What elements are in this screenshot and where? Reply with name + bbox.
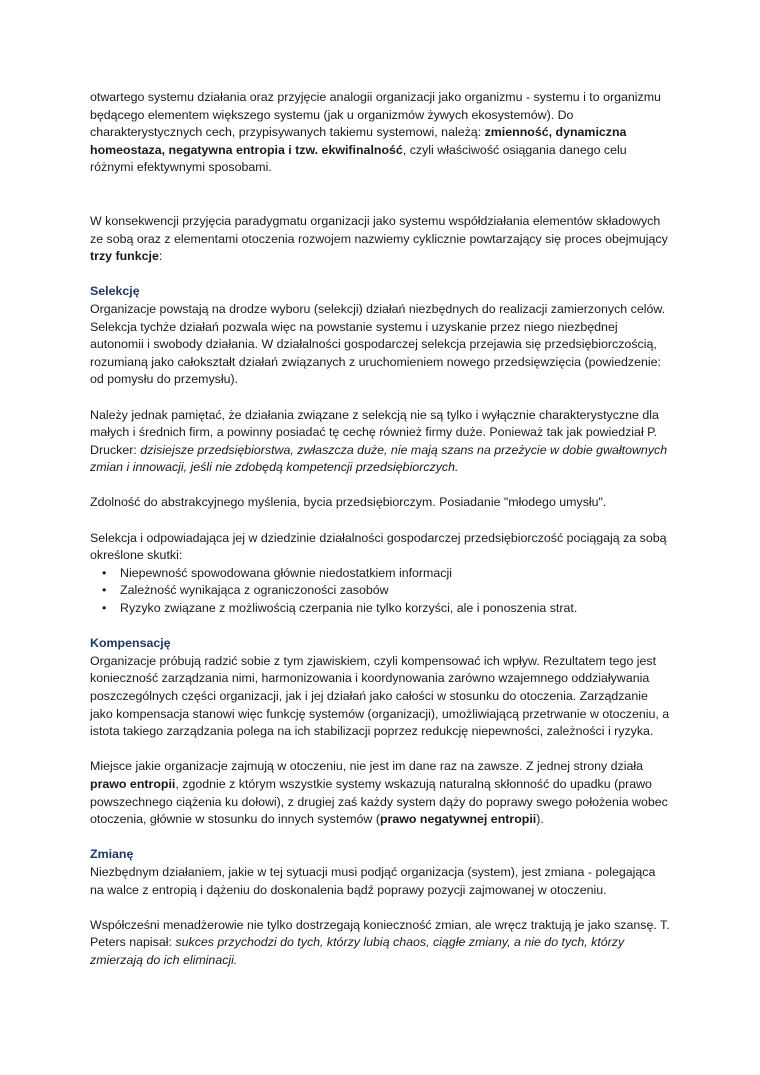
bullet-icon: • [102, 601, 107, 616]
zmiana-paragraph-1: Niezbędnym działaniem, jakie w tej sytuacji musi podjąć organizacja (system), jest zmiana - polegająca na walce z entropią i dążeniu do doskonalenia bądź poprawy pozycji zajmowanej w otoczeniu. [90, 864, 656, 897]
bullet-icon: • [102, 565, 107, 580]
document-body [90, 89, 670, 970]
selekcja-paragraph-3: Zdolność do abstrakcyjnego myślenia, bycia przedsiębiorczym. Posiadanie "młodego umysłu". [90, 495, 607, 510]
peters-quote: sukces przychodzi do tych, którzy lubią chaos, ciągłe zmiany, a nie do tych, którzy zmierzają do ich eliminacji. [90, 935, 625, 967]
zmiana-paragraph-2 [90, 917, 670, 970]
prawo-entropii: prawo entropii [90, 776, 176, 791]
heading-kompensacje: Kompensację [90, 636, 171, 651]
list-item: • Niepewność spowodowana głównie niedostatkiem informacji [90, 565, 670, 583]
functions-text: W konsekwencji przyjęcia paradygmatu organizacji jako systemu współdziałania elementów składowych ze sobą oraz z elementami otoczenia rozwojem nazwiemy cyklicznie powtarzający się proces obejmujący [90, 213, 668, 246]
list-item: • Ryzyko związane z możliwością czerpania nie tylko korzyści, ale i ponoszenia strat. [90, 600, 670, 618]
selekcja-paragraph-1: Organizacje powstają na drodze wyboru (selekcji) działań niezbędnych do realizacji zamierzonych celów. Selekcja tychże działań pozwala więc na powstanie systemu i uzyskanie przez niego niezbędnej autonomii i swobody działania. W działalności gospodarczej selekcja przejawia się przedsiębiorczością, rozumianą jako całokształt działań związanych z uruchomieniem nowego przedsięwzięcia (powiedzenie: od pomysłu do przemysłu). [90, 301, 666, 387]
heading-selekcje: Selekcję [90, 284, 140, 299]
kompensacja-paragraph-2: Miejsce jakie organizacje zajmują w otoczeniu, nie jest im dane raz na zawsze. Z jednej strony działa prawo entropii, zgodnie z którym wszystkie systemy wskazują naturalną skłonność do upadku (prawo powszechnego ciążenia ku dołowi), z drugiej zaś każdy system dąży do poprawy swego położenia wobec otoczenia, głównie w stosunku do innych systemów (prawo negatywnej entropii). [90, 759, 668, 827]
selekcja-paragraph-2 [90, 407, 670, 477]
intro-text-end: , czyli właściwość osiągania danego celu różnymi efektywnymi sposobami. [90, 142, 627, 175]
heading-zmiane: Zmianę [90, 847, 134, 862]
intro-text: otwartego systemu działania oraz przyjęcie analogii organizacji jako organizmu - systemu i to organizmu będącego elementem większego systemu (jak u organizmów żywych ekosystemów). Do charakterystycznych cech, przypisywanych takiemu systemowi, należą: [90, 90, 661, 140]
intro-bold-features: zmienność, dynamiczna homeostaza, negatywna entropia i tzw. ekwifinalność [90, 125, 627, 157]
intro-paragraph [90, 89, 670, 177]
peters-intro: Współcześni menadżerowie nie tylko dostrzegają konieczność zmian, ale wręcz traktują je jako szansę. T. Peters napisał: [90, 917, 670, 950]
functions-bold: trzy funkcje [90, 249, 159, 264]
drucker-intro: Należy jednak pamiętać, że działania związane z selekcją nie są tylko i wyłącznie charakterystyczne dla małych i średnich firm, a powinny posiadać tę cechę również firmy duże. Ponieważ tak jak powiedział P. Drucker: [90, 407, 659, 457]
skutki-list [90, 565, 670, 618]
list-item: • Zależność wynikająca z ograniczoności zasobów [90, 582, 670, 600]
selekcja-paragraph-4: Selekcja i odpowiadająca jej w dziedzinie działalności gospodarczej przedsiębiorczość pociągają za sobą określone skutki: [90, 530, 667, 563]
prawo-negatywnej-entropii: prawo negatywnej entropii [379, 812, 537, 827]
functions-paragraph [90, 213, 670, 266]
kompensacja-paragraph-1: Organizacje próbują radzić sobie z tym zjawiskiem, czyli kompensować ich wpływ. Rezultatem tego jest konieczność zarządzania nimi, harmonizowania i koordynowania zarówno wzajemnego oddziaływania poszczególnych części organizacji, jak i jej działań jako całości w stosunku do otoczenia. Zarządzanie jako kompensacja stanowi więc funkcję systemów (organizacji), umożliwiającą przetrwanie w otoczeniu, a istota takiego zarządzania polega na ich stabilizacji poprzez redukcję niepewności, zależności i ryzyka. [90, 653, 670, 739]
bullet-icon: • [102, 583, 107, 598]
drucker-quote: dzisiejsze przedsiębiorstwa, zwłaszcza duże, nie mają szans na przeżycie w dobie gwałtownych zmian i innowacji, jeśli nie zdobędą kompetencji przedsiębiorczych. [90, 442, 668, 475]
functions-colon: : [158, 249, 163, 264]
